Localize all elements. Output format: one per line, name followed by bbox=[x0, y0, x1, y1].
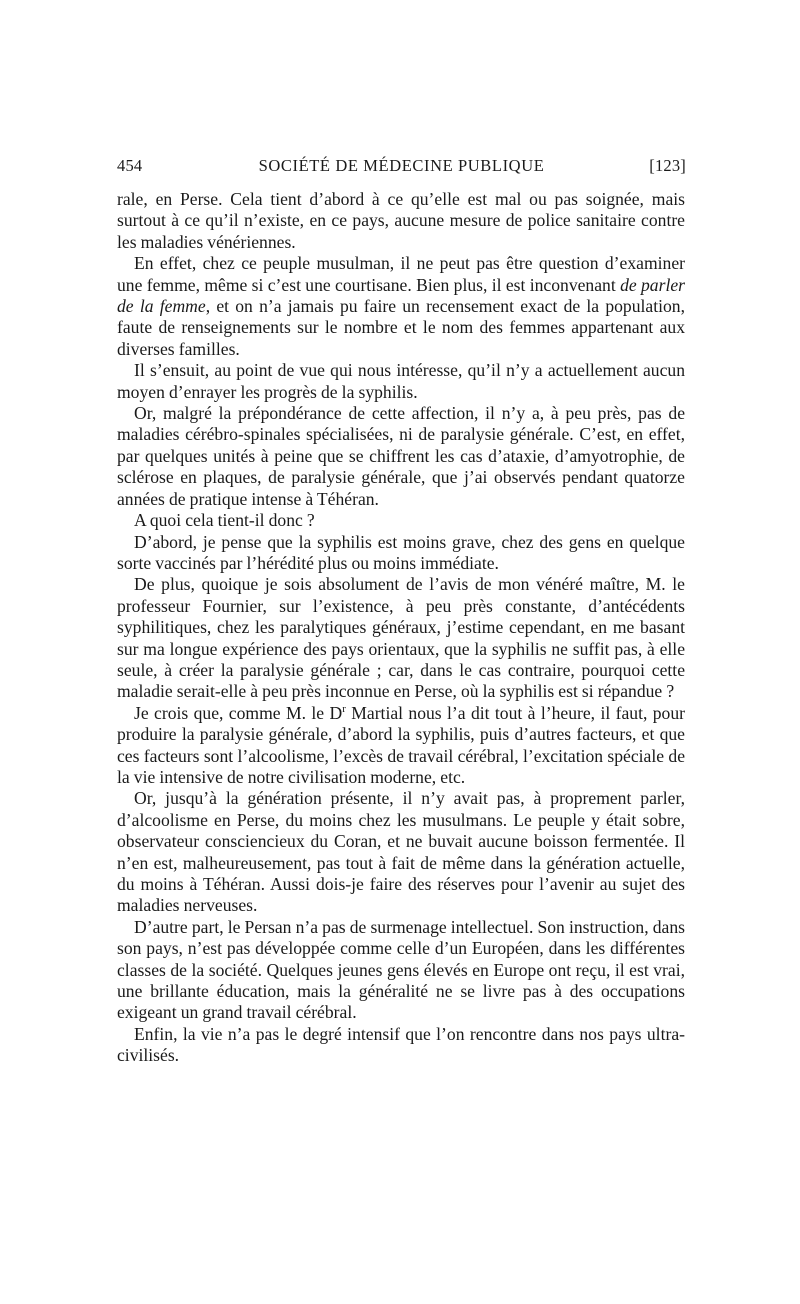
paragraph-2: En effet, chez ce peuple musulman, il ne peut pas être question d’examiner une femme, même si c’est une courtisane. Bien plus, il est inconvenant de parler de la femme, et on n’a jamais pu faire un recensement exact de la population, faute de renseignements sur le nombre et le nom des femmes appartenant aux diverses familles. bbox=[117, 253, 685, 359]
page-number: 454 bbox=[117, 156, 143, 175]
paragraph-6: D’abord, je pense que la syphilis est moins grave, chez des gens en quelque sorte vaccinés par l’hérédité plus ou moins immédiate. bbox=[117, 531, 685, 573]
italic-phrase: de parler de la femme bbox=[117, 274, 685, 317]
paragraph-7: De plus, quoique je sois absolument de l’avis de mon vénéré maître, M. le professeur Fournier, sur l’existence, à peu près constante, d’antécédents syphilitiques, chez les paralytiques généraux, j’estime cependant, en me basant sur ma longue expérience des pays orientaux, que la syphilis ne suffit pas, à elle seule, à créer la paralysie générale ; car, dans le cas contraire, pourquoi cette maladie serait-elle à peu près inconnue en Perse, où la syphilis est si répandue ? bbox=[117, 574, 685, 702]
paragraph-9: Or, jusqu’à la génération présente, il n’y avait pas, à proprement parler, d’alcoolisme en Perse, du moins chez les musulmans. Le peuple y était sobre, observateur consciencieux du Coran, et ne buvait aucune boisson fermentée. Il n’en est, malheureusement, pas tout à fait de même dans la génération actuelle, du moins à Téhéran. Aussi dois-je faire des réserves pour l’avenir au sujet des maladies nerveuses. bbox=[117, 788, 685, 916]
paragraph-10: D’autre part, le Persan n’a pas de surmenage intellectuel. Son instruction, dans son pays, n’est pas développée comme celle d’un Européen, dans les différentes classes de la société. Quelques jeunes gens élevés en Europe ont reçu, il est vrai, une brillante éducation, mais la généralité ne se livre pas à des occupations exigeant un grand travail cérébral. bbox=[117, 916, 685, 1023]
paragraph-3: Il s’ensuit, au point de vue qui nous intéresse, qu’il n’y a actuellement aucun moyen d’enrayer les progrès de la syphilis. bbox=[117, 360, 685, 402]
running-header bbox=[117, 156, 686, 180]
paragraph-1: rale, en Perse. Cela tient d’abord à ce qu’elle est mal ou pas soignée, mais surtout à ce qu’il n’existe, en ce pays, aucune mesure de police sanitaire contre les maladies vénériennes. bbox=[117, 189, 685, 252]
paragraph-11: Enfin, la vie n’a pas le degré intensif que l’on rencontre dans nos pays ultra-civilisés. bbox=[117, 1023, 685, 1066]
paragraph-4: Or, malgré la prépondérance de cette affection, il n’y a, à peu près, pas de maladies cérébro-spinales spécialisées, ni de paralysie générale. C’est, en effet, par quelques unités à peine que se chiffrent les cas d’ataxie, d’amyotrophie, de sclérose en plaques, de paralysie générale, que j’ai observés pendant quatorze années de pratique intense à Téhéran. bbox=[117, 403, 685, 509]
running-title: SOCIÉTÉ DE MÉDECINE PUBLIQUE bbox=[258, 156, 545, 175]
superscript: r bbox=[342, 702, 346, 715]
section-number: [123] bbox=[649, 156, 686, 175]
paragraph-5: A quoi cela tient-il donc ? bbox=[134, 510, 315, 531]
body-text bbox=[117, 189, 685, 1067]
paragraph-8: Je crois que, comme M. le $D^r$ Martial nous l’a dit tout à l’heure, il faut, pour produire la paralysie générale, d’abord la syphilis, puis d’autres facteurs, et que ces facteurs sont l’alcoolisme, l’excès de travail cérébral, l’excitation spéciale de la vie intensive de notre civilisation moderne, etc. bbox=[117, 702, 685, 787]
